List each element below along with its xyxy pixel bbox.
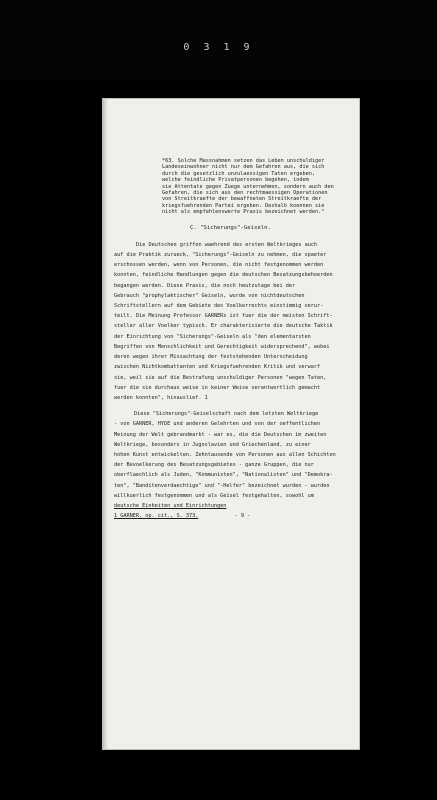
- paragraph-line: Begriffen von Menschlichkeit und Gerechtigkeit widersprechend", wobei: [114, 343, 330, 350]
- page-edge-shadow: [102, 98, 108, 750]
- paragraph-line: ten", "Banditenverdaechtige" und "-Helfer" bezeichnet wurden - wurden: [114, 482, 330, 489]
- paragraph-line: willkuerlich festgenommen und als Geisel festgehalten, sowohl um: [114, 492, 314, 499]
- footer-line: [114, 511, 354, 521]
- footnote-line: nicht als empfehlenswerte Praxis bezeichnet werden.": [162, 209, 325, 216]
- paragraph-line: konnten, feindliche Handlungen gegen die deutschen Besatzungsbehoerden: [114, 272, 333, 279]
- page-footer: [114, 511, 354, 521]
- frame-number: 0 3 1 9: [183, 42, 254, 53]
- paragraph-line: Die Deutschen griffen waehrend des ersten Weltkrieges auch: [136, 241, 318, 248]
- footnote-line: Landeseinwohner nicht nur dem Gefahren aus, die sich: [162, 164, 325, 171]
- paragraph-line: erschossen werden, wenn von Personen, die nicht festgenommen werden: [114, 262, 324, 269]
- footnote-block: [162, 158, 354, 216]
- footnote-line: *63. Solche Massnahmen setzen das Leben unschuldiger: [162, 158, 325, 164]
- paragraph-line: - von GARNER, HYDE und anderen Gelehrten und von der oeffentlichen: [114, 421, 321, 428]
- footnote-reference: 1 GARNER, op. cit., S. 373.: [114, 513, 199, 520]
- paragraph-line: deren wegen ihrer Missachtung der feststehenden Unterscheidung: [114, 354, 308, 361]
- section-heading: C. "Sicherungs"-Geiseln.: [190, 224, 271, 231]
- paragraph-line: begangen werden. Diese Praxis, die noch heutzutage bei der: [114, 282, 296, 289]
- paragraph-line: zwischen Nichtkombattanten und Kriegsfuehrenden Kritik und verwarf: [114, 364, 321, 371]
- paragraph-line: sie, weil sie auf die Bestrafung unschuldiger Personen "wegen Taten,: [114, 374, 327, 381]
- paragraph-line: steller aller Voelker typisch. Er charakterisierte die deutsche Taktik: [114, 323, 333, 330]
- page-number: - 9 -: [234, 513, 251, 520]
- paragraph-line: Schriftstellern auf dem Gebiete des Voelkerrechts einstimmig verur-: [114, 303, 324, 310]
- film-strip-top: [0, 0, 437, 80]
- paragraph-2: [114, 409, 354, 511]
- footnote-line: kriegsfuehrenden Partei ergeben. Deshalb koennen sie: [162, 202, 325, 209]
- paragraph-line: Meinung der Welt gebrandmarkt - war es, die die Deutschen im zweiten: [114, 431, 327, 438]
- paragraph-line-underlined: deutsche Einheiten und Einrichtungen: [114, 502, 227, 509]
- paragraph-line: fuer die sie durchaus weise in keiner Weise verantwortlich gemacht: [114, 384, 321, 391]
- paragraph-line: der Bevoelkerung des Besatzungsgebietes - ganze Gruppen, die nur: [114, 462, 314, 469]
- footnote-line: durch die gesetzlich unzulaessigen Taten ergeben,: [162, 170, 316, 177]
- paragraph-line: Weltkriege, besonders in Jugoslavien und Griechenland, zu einer: [114, 441, 311, 448]
- footnote-line: welche feindliche Privatpersonen begehen, indem: [162, 177, 309, 184]
- paragraph-line: werden konnten", hinauslief. 1: [114, 394, 208, 401]
- document-text: [114, 158, 354, 521]
- footnote-line: von Streitkraefte der bewaffneten Streitkraefte der: [162, 196, 322, 203]
- paragraph-line: hohen Kunst entwickelten. Zehntausende von Personen aus allen Schichten: [114, 451, 336, 458]
- paragraph-1: [114, 240, 354, 403]
- paragraph-line: Diese "Sicherungs"-Geiselschaft nach dem letzten Weltkriege: [134, 411, 319, 418]
- footnote-line: sie Attentate gegen Zuege unternehmen, sondern auch den: [162, 183, 334, 190]
- footnote-line: Gefahren, die sich aus den rechtmaessigen Operationen: [162, 190, 328, 197]
- paragraph-line: oberflaechlich als Juden, "Kommunisten", "Nationalisten" und "Demokra-: [114, 472, 333, 479]
- paragraph-line: der Einrichtung von "Sicherungs"-Geiseln als "den elementarsten: [114, 333, 311, 340]
- paragraph-line: auf die Praktik zurueck, "Sicherungs"-Geiseln zu nehmen, die spaeter: [114, 252, 327, 259]
- paragraph-line: Gebrauch "prophylaktischer" Geiseln, wurde von nichtdeutschen: [114, 292, 305, 299]
- paragraph-line: teilt. Die Meinung Professor GARNERs ist fuer die der meisten Schrift-: [114, 313, 333, 320]
